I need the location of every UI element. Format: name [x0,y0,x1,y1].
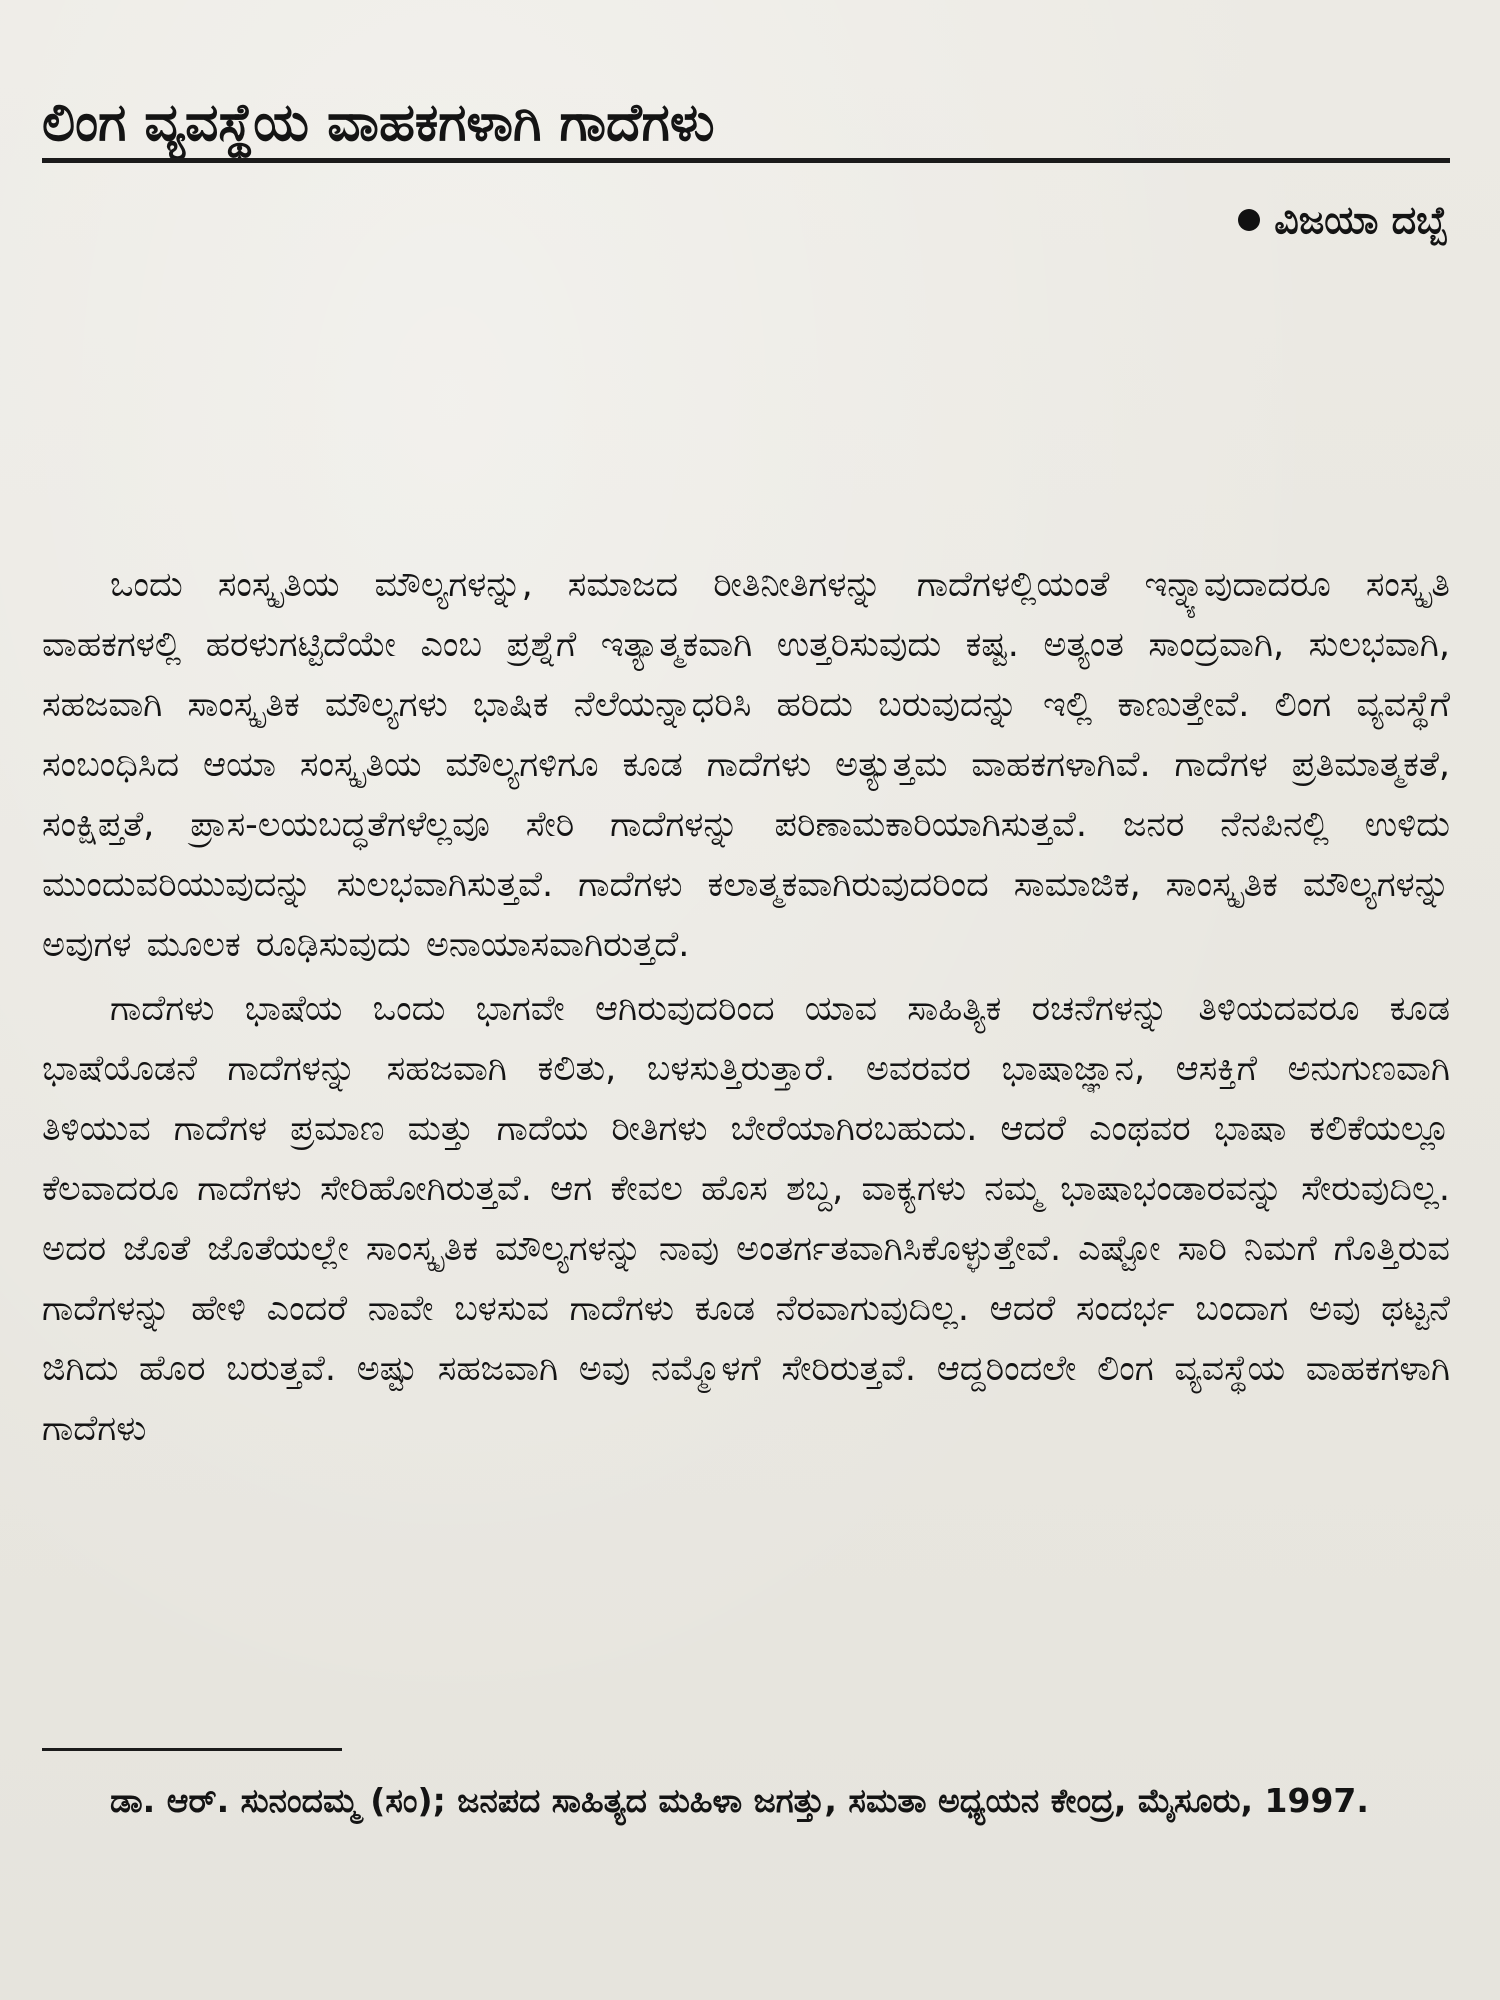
author-name: ವಿಜಯಾ ದಬ್ಬೆ [1274,198,1448,242]
title-underline [42,158,1450,163]
article-title: ಲಿಂಗ ವ್ಯವಸ್ಥೆಯ ವಾಹಕಗಳಾಗಿ ಗಾದೆಗಳು [42,93,715,153]
footnote: ಡಾ. ಆರ್. ಸುನಂದಮ್ಮ (ಸಂ); ಜನಪದ ಸಾಹಿತ್ಯದ ಮಹಿಳಾ ಜಗತ್ತು, ಸಮತಾ ಅಧ್ಯಯನ ಕೇಂದ್ರ, ಮೈಸೂರು, 1997. [110,1781,1369,1820]
article-body [42,555,1450,1459]
bullet-icon [1238,209,1260,231]
paragraph-1: ಒಂದು ಸಂಸ್ಕೃತಿಯ ಮೌಲ್ಯಗಳನ್ನು, ಸಮಾಜದ ರೀತಿನೀತಿಗಳನ್ನು ಗಾದೆಗಳಲ್ಲಿಯಂತೆ ಇನ್ನ್ಯಾವುದಾದರೂ ಸಂಸ್ಕೃತಿ ವಾಹಕಗಳಲ್ಲಿ ಹರಳುಗಟ್ಟಿದೆಯೇ ಎಂಬ ಪ್ರಶ್ನೆಗೆ ಇತ್ಯಾತ್ಮಕವಾಗಿ ಉತ್ತರಿಸುವುದು ಕಷ್ಟ. ಅತ್ಯಂತ ಸಾಂದ್ರವಾಗಿ, ಸುಲಭವಾಗಿ, ಸಹಜವಾಗಿ ಸಾಂಸ್ಕೃತಿಕ ಮೌಲ್ಯಗಳು ಭಾಷಿಕ ನೆಲೆಯನ್ನಾಧರಿಸಿ ಹರಿದು ಬರುವುದನ್ನು ಇಲ್ಲಿ ಕಾಣುತ್ತೇವೆ. ಲಿಂಗ ವ್ಯವಸ್ಥೆಗೆ ಸಂಬಂಧಿಸಿದ ಆಯಾ ಸಂಸ್ಕೃತಿಯ ಮೌಲ್ಯಗಳಿಗೂ ಕೂಡ ಗಾದೆಗಳು ಅತ್ಯುತ್ತಮ ವಾಹಕಗಳಾಗಿವೆ. ಗಾದೆಗಳ ಪ್ರತಿಮಾತ್ಮಕತೆ, ಸಂಕ್ಷಿಪ್ತತೆ, ಪ್ರಾಸ-ಲಯಬದ್ಧತೆಗಳೆಲ್ಲವೂ ಸೇರಿ ಗಾದೆಗಳನ್ನು ಪರಿಣಾಮಕಾರಿಯಾಗಿಸುತ್ತವೆ. ಜನರ ನೆನಪಿನಲ್ಲಿ ಉಳಿದು ಮುಂದುವರಿಯುವುದನ್ನು ಸುಲಭವಾಗಿಸುತ್ತವೆ. ಗಾದೆಗಳು ಕಲಾತ್ಮಕವಾಗಿರುವುದರಿಂದ ಸಾಮಾಜಿಕ, ಸಾಂಸ್ಕೃತಿಕ ಮೌಲ್ಯಗಳನ್ನು ಅವುಗಳ ಮೂಲಕ ರೂಢಿಸುವುದು ಅನಾಯಾಸವಾಗಿರುತ್ತದೆ. [42,565,1450,965]
paragraph-2: ಗಾದೆಗಳು ಭಾಷೆಯ ಒಂದು ಭಾಗವೇ ಆಗಿರುವುದರಿಂದ ಯಾವ ಸಾಹಿತ್ಯಿಕ ರಚನೆಗಳನ್ನು ತಿಳಿಯದವರೂ ಕೂಡ ಭಾಷೆಯೊಡನೆ ಗಾದೆಗಳನ್ನು ಸಹಜವಾಗಿ ಕಲಿತು, ಬಳಸುತ್ತಿರುತ್ತಾರೆ. ಅವರವರ ಭಾಷಾಜ್ಞಾನ, ಆಸಕ್ತಿಗೆ ಅನುಗುಣವಾಗಿ ತಿಳಿಯುವ ಗಾದೆಗಳ ಪ್ರಮಾಣ ಮತ್ತು ಗಾದೆಯ ರೀತಿಗಳು ಬೇರೆಯಾಗಿರಬಹುದು. ಆದರೆ ಎಂಥವರ ಭಾಷಾ ಕಲಿಕೆಯಲ್ಲೂ ಕೆಲವಾದರೂ ಗಾದೆಗಳು ಸೇರಿಹೋಗಿರುತ್ತವೆ. ಆಗ ಕೇವಲ ಹೊಸ ಶಬ್ದ, ವಾಕ್ಯಗಳು ನಮ್ಮ ಭಾಷಾಭಂಡಾರವನ್ನು ಸೇರುವುದಿಲ್ಲ. ಅದರ ಜೊತೆ ಜೊತೆಯಲ್ಲೇ ಸಾಂಸ್ಕೃತಿಕ ಮೌಲ್ಯಗಳನ್ನು ನಾವು ಅಂತರ್ಗತವಾಗಿಸಿಕೊಳ್ಳುತ್ತೇವೆ. ಎಷ್ಟೋ ಸಾರಿ ನಿಮಗೆ ಗೊತ್ತಿರುವ ಗಾದೆಗಳನ್ನು ಹೇಳಿ ಎಂದರೆ ನಾವೇ ಬಳಸುವ ಗಾದೆಗಳು ಕೂಡ ನೆರವಾಗುವುದಿಲ್ಲ. ಆದರೆ ಸಂದರ್ಭ ಬಂದಾಗ ಅವು ಥಟ್ಟನೆ ಜಿಗಿದು ಹೊರ ಬರುತ್ತವೆ. ಅಷ್ಟು ಸಹಜವಾಗಿ ಅವು ನಮ್ಮೊಳಗೆ ಸೇರಿರುತ್ತವೆ. ಆದ್ದರಿಂದಲೇ ಲಿಂಗ ವ್ಯವಸ್ಥೆಯ ವಾಹಕಗಳಾಗಿ ಗಾದೆಗಳು [42,989,1450,1449]
footnote-divider [42,1748,342,1751]
author-byline [1238,195,1448,245]
